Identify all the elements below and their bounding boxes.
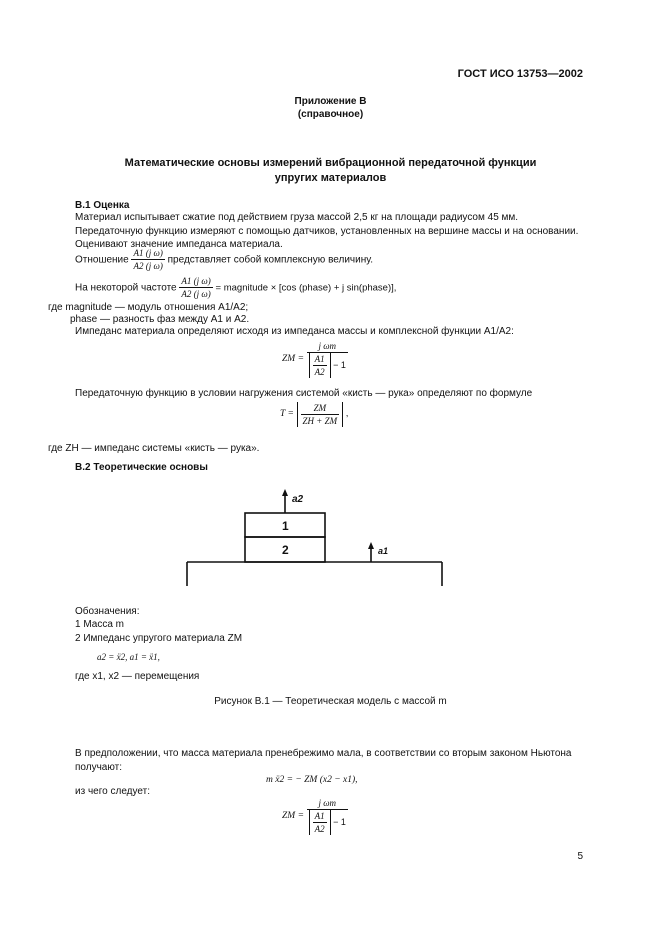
page-number: 5 [577,851,583,862]
equation-transfer-fraction [301,402,340,427]
frequency-pre-text: На некоторой частоте [75,282,177,294]
equation-impedance [282,340,432,378]
equation-transfer-denominator: ZH + ZM [302,416,338,427]
section-heading-2: В.2 Теоретические основы [75,462,208,473]
paragraph-hand-arm: где ZH — импеданс системы «кисть — рука». [48,443,260,454]
paragraph-ratio [75,247,585,272]
equation-impedance-2-numerator: j ωm [307,797,348,810]
equation-impedance-2-denominator [307,810,348,835]
equation-transfer-comma: , [345,408,349,420]
inner-2-denominator: A2 [314,824,325,835]
paragraph-impedance: Импеданс материала определяют исходя из импеданса массы и комплексной функции A1/A2: [75,326,514,337]
frequency-fraction [179,275,212,300]
legend-where: где x1, x2 — перемещения [75,671,200,682]
arrow-a1-icon [368,542,374,562]
paragraph-transfer: Передаточную функцию в условии нагружения системой «кисть — рука» определяют по формуле [75,388,533,399]
equation-impedance-2 [282,797,432,835]
figure-model [180,480,450,590]
page-title-line2: упругих материалов [274,172,387,185]
paragraph-follows: из чего следует: [75,786,150,797]
equation-impedance-2-fraction [307,797,348,835]
equation-impedance-fraction [307,340,348,378]
legend-item-1: 1 Масса m [75,619,125,630]
label-box-2: 2 [282,543,289,557]
ratio-fraction [131,247,164,272]
equation-impedance-minus: − 1 [333,360,346,371]
equation-impedance-lhs: ZM = [282,353,304,364]
arrow-a2-icon [282,489,288,513]
fraction-numerator: A1 (j ω) [131,247,164,260]
paragraph-frequency [75,275,585,300]
base-plate [187,562,442,586]
legend-title: Обозначения: [75,606,140,617]
paragraph-magnitude: где magnitude — модуль отношения A1/A2; [48,302,249,313]
equation-impedance-inner-fraction [313,353,327,378]
fraction-denominator: A2 (j ω) [133,261,163,272]
equation-transfer-bracket [297,402,344,427]
figure-caption: Рисунок В.1 — Теоретическая модель с массой m [214,696,447,707]
annex-subtitle: (справочное) [297,109,364,120]
equation-impedance-2-inner-fraction [313,810,327,835]
legend-item-2: 2 Импеданс упругого материала ZM [75,633,243,644]
equation-impedance-numerator: j ωm [307,340,348,353]
ratio-pre-text: Отношение [75,254,129,266]
equation-newton: m ẍ2 = − ZM (x2 − x1), [266,775,358,785]
label-a2: a2 [292,494,304,505]
paragraph-intro-text: Материал испытывает сжатие под действием груза массой 2,5 кг на площади радиусом 45 мм. Передаточную функцию измеряют с помощью датчиков, установленных на вершине массы и на основании. Оценивают значение импеданса материала. [75,212,579,250]
equation-impedance-2-lhs: ZM = [282,810,304,821]
frequency-fraction-numerator: A1 (j ω) [179,275,212,288]
page-title [70,156,591,187]
paragraph-intro [75,211,585,252]
page-title-line1: Математические основы измерений вибрационной передаточной функции [124,157,537,169]
ratio-post-text: представляет собой комплексную величину. [167,254,374,266]
inner-numerator: A1 [313,353,327,366]
label-a1: a1 [378,546,389,556]
section-heading-1: В.1 Оценка [75,200,130,211]
inner-2-numerator: A1 [313,810,327,823]
inner-denominator: A2 [314,367,325,378]
annex-title: Приложение В [294,96,367,107]
legend-equation: a2 = ẍ2, a1 = ẍ1, [97,652,160,662]
equation-impedance-denominator [307,353,348,378]
equation-transfer [280,402,400,427]
label-box-1: 1 [282,519,289,533]
paragraph-phase: phase — разность фаз между A1 и A2. [70,314,250,325]
paragraph-newton: В предположении, что масса материала пренебрежимо мала, в соответствии со вторым законом Ньютона получают: [75,748,572,773]
equation-transfer-numerator: ZM [301,402,340,415]
document-header: ГОСТ ИСО 13753—2002 [457,68,583,80]
equation-impedance-2-minus: − 1 [333,817,346,828]
frequency-fraction-denominator: A2 (j ω) [181,289,211,300]
frequency-post-text: = magnitude × [cos (phase) + j sin(phase)], [215,282,397,294]
equation-transfer-lhs: T = [280,409,294,420]
equation-impedance-bracket [309,353,331,378]
equation-impedance-2-bracket [309,810,331,835]
